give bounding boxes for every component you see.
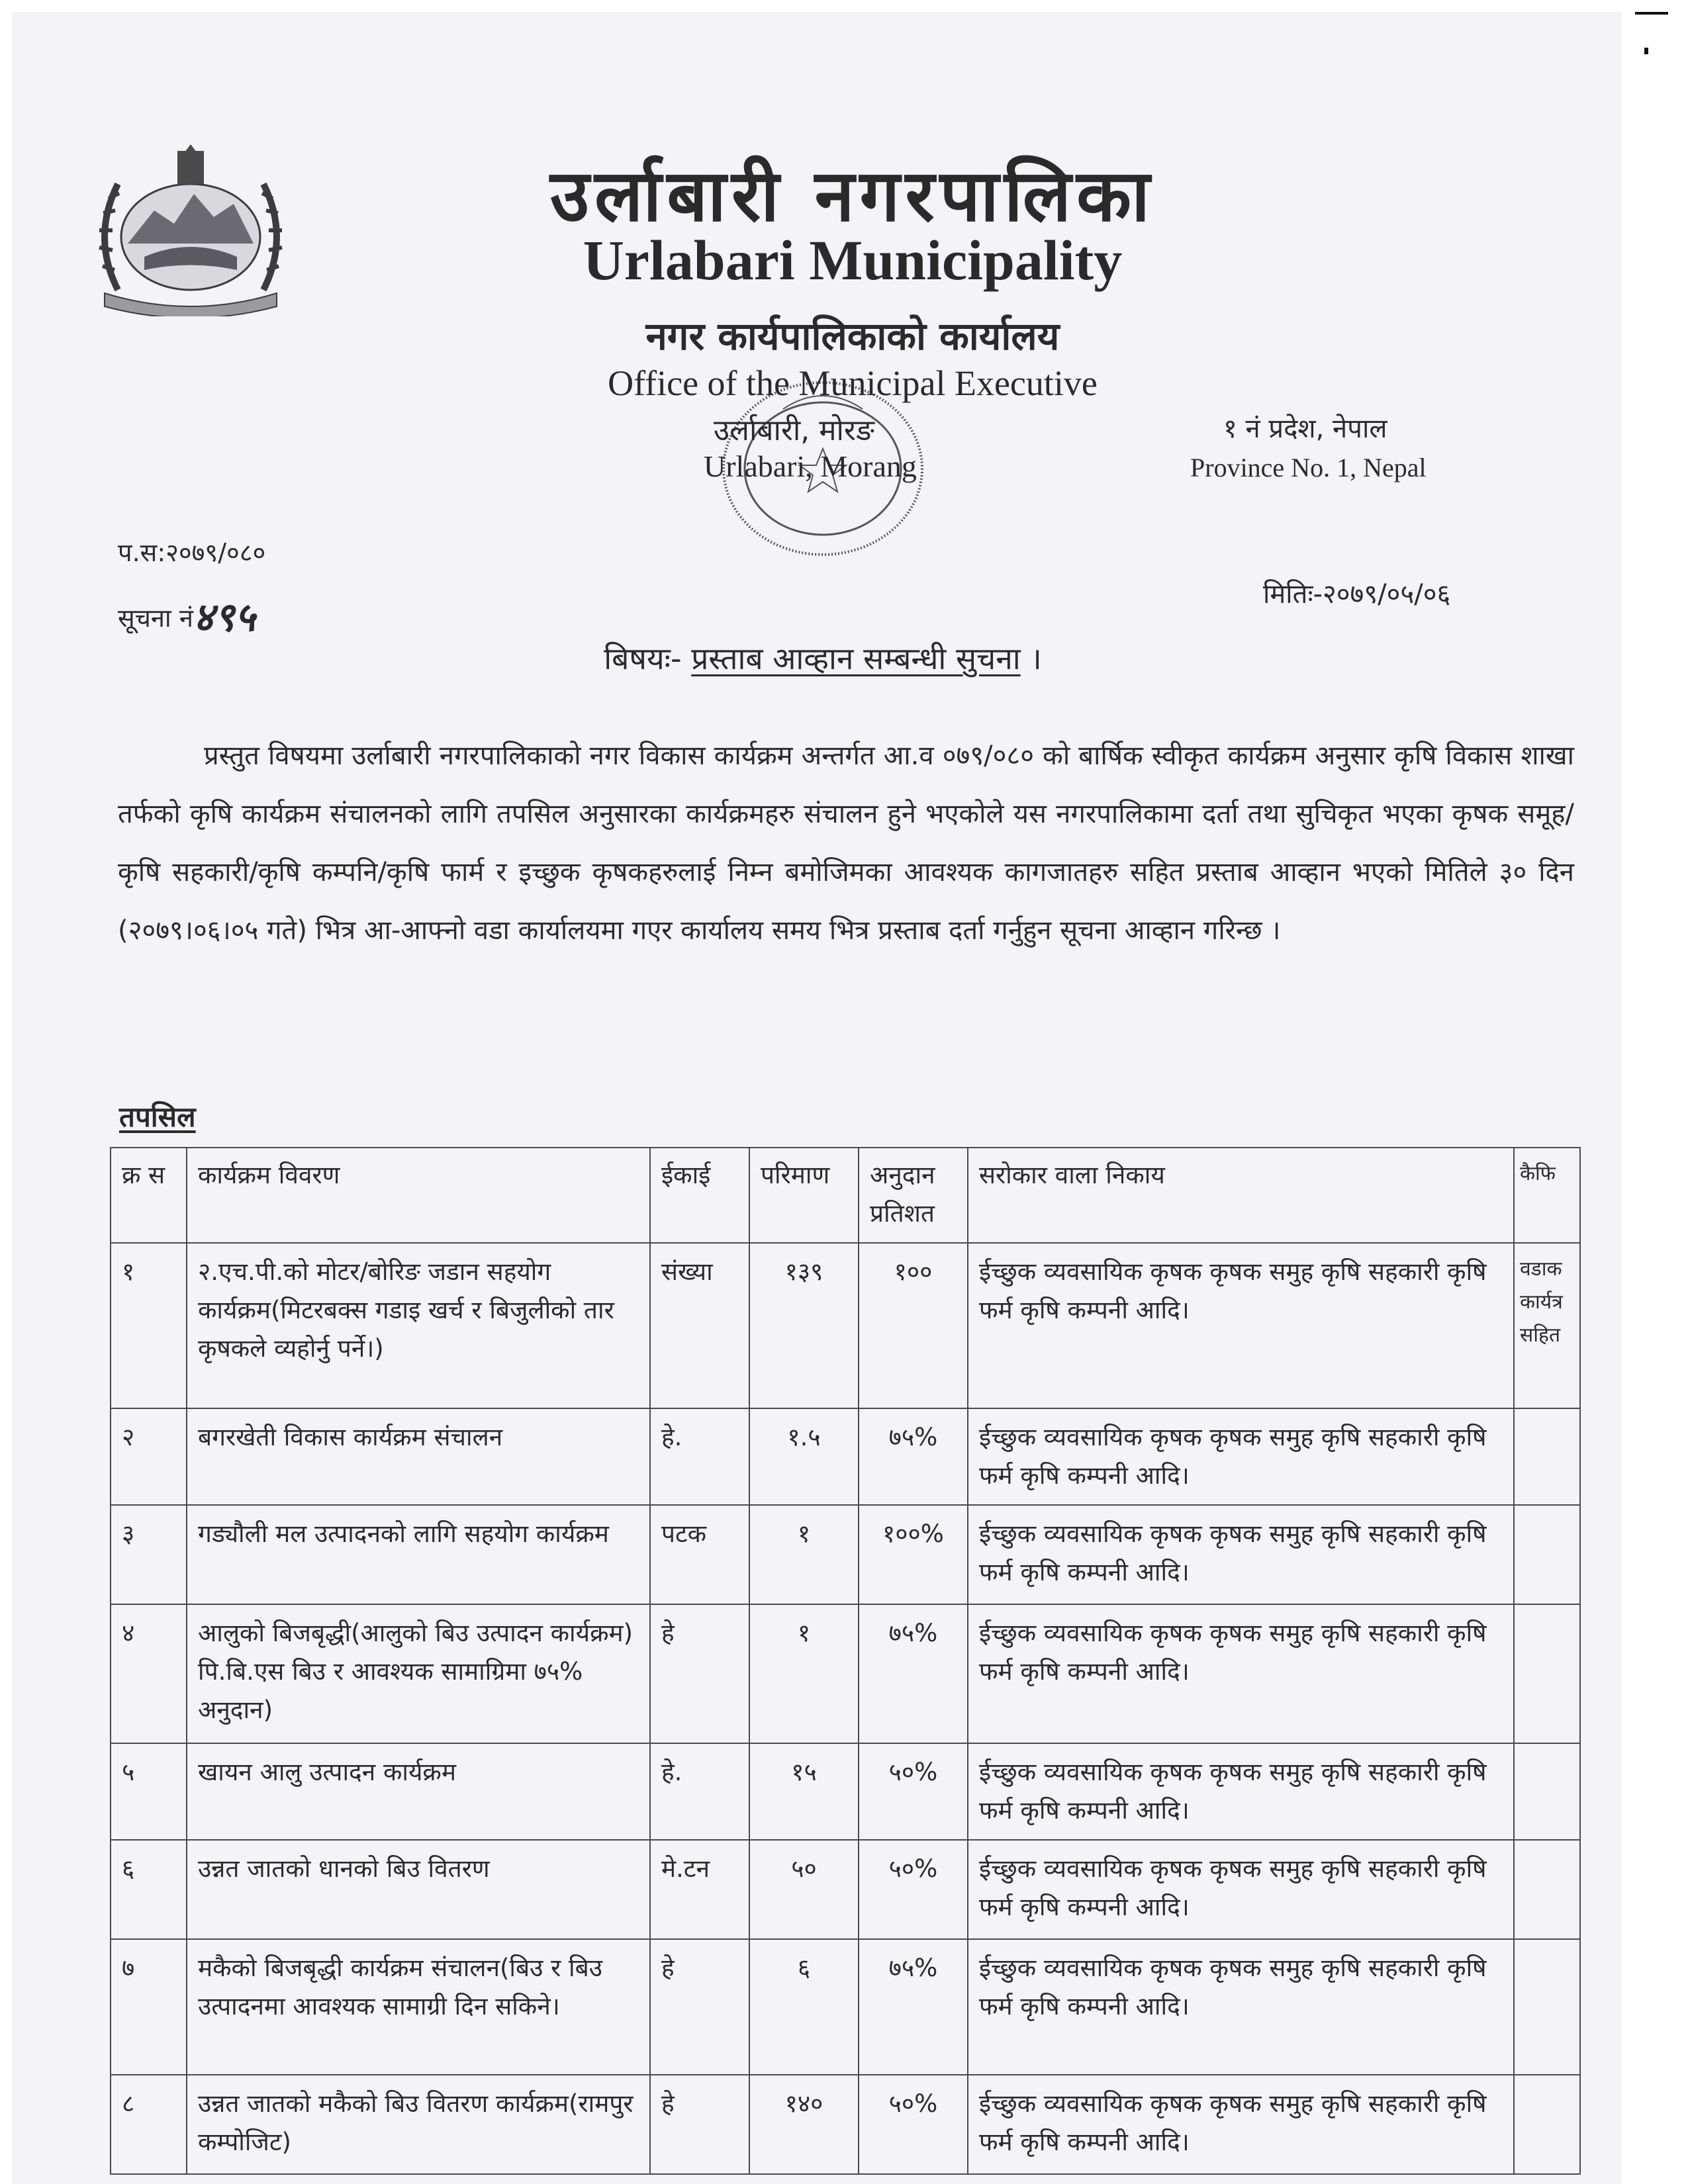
table-header-row [111, 1148, 1580, 1243]
cell-quantity: १३९ [749, 1243, 859, 1408]
col-header-stakeholder: सरोकार वाला निकाय [968, 1148, 1514, 1243]
cell-unit: हे [650, 1604, 749, 1743]
notice-number-handwritten: ४९५ [193, 594, 256, 641]
cell-remarks [1514, 1408, 1580, 1505]
cell-program: उन्नत जातको धानको बिउ वितरण [187, 1840, 650, 1939]
cell-stakeholder: ईच्छुक व्यवसायिक कृषक कृषक समुह कृषि सहकारी कृषि फर्म कृषि कम्पनी आदि। [968, 1939, 1514, 2075]
subject-line [12, 637, 1634, 678]
cell-unit: हे [650, 1939, 749, 2075]
cell-unit: संख्या [650, 1243, 749, 1408]
cell-stakeholder: ईच्छुक व्यवसायिक कृषक कृषक समुह कृषि सहकारी कृषि फर्म कृषि कम्पनी आदि। [968, 1604, 1514, 1743]
cell-subsidy: ५०% [859, 1840, 968, 1939]
cell-stakeholder: ईच्छुक व्यवसायिक कृषक कृषक समुह कृषि सहकारी कृषि फर्म कृषि कम्पनी आदि। [968, 1243, 1514, 1408]
cell-stakeholder: ईच्छुक व्यवसायिक कृषक कृषक समुह कृषि सहकारी कृषि फर्म कृषि कम्पनी आदि। [968, 1505, 1514, 1604]
scan-mark-dot [1644, 48, 1648, 54]
cell-remarks [1514, 1840, 1580, 1939]
cell-stakeholder: ईच्छुक व्यवसायिक कृषक कृषक समुह कृषि सहकारी कृषि फर्म कृषि कम्पनी आदि। [968, 1408, 1514, 1505]
cell-remarks [1514, 1604, 1580, 1743]
cell-subsidy: ७५% [859, 1408, 968, 1505]
remarks-line: सहित [1520, 1324, 1561, 1347]
cell-unit: हे. [650, 1743, 749, 1840]
col-header-remarks: कैफि [1514, 1148, 1580, 1243]
cell-sn: ७ [111, 1939, 187, 2075]
cell-remarks [1514, 1743, 1580, 1840]
province-english: Province No. 1, Nepal [1190, 453, 1427, 482]
cell-unit: हे [650, 2075, 749, 2174]
cell-program: आलुको बिजबृद्धी(आलुको बिउ उत्पादन कार्यक्रम) पि.बि.एस बिउ र आवश्यक सामाग्रिमा ७५% अनुदान) [187, 1604, 650, 1743]
cell-quantity: १४० [749, 2075, 859, 2174]
subject-end-mark: । [1030, 641, 1042, 676]
notice-label: सूचना नं [118, 604, 193, 633]
cell-unit: हे. [650, 1408, 749, 1505]
cell-sn: २ [111, 1408, 187, 1505]
office-name-english: Office of the Municipal Executive [608, 363, 1098, 403]
cell-program: मकैको बिजबृद्धी कार्यक्रम संचालन(बिउ र बिउ उत्पादनमा आवश्यक सामाग्री दिन सकिने। [187, 1939, 650, 2075]
cell-program: गड्यौली मल उत्पादनको लागि सहयोग कार्यक्रम [187, 1505, 650, 1604]
notice-body-paragraph: प्रस्तुत विषयमा उर्लाबारी नगरपालिकाको नगर विकास कार्यक्रम अन्तर्गत आ.व ०७९/०८० को बार्षिक स्वीकृत कार्यक्रम अनुसार कृषि विकास शाखा तर्फको कृषि कार्यक्रम संचालनको लागि तपसिल अनुसारका कार्यक्रमहरु संचालन हुने भएकोले यस नगरपालिकामा दर्ता तथा सुचिकृत भएका कृषक समूह/कृषि सहकारी/कृषि कम्पनि/कृषि फार्म र इच्छुक कृषकहरुलाई निम्न बमोजिमका आवश्यक कागजातहरु सहित प्रस्ताब आव्हान भएको मितिले ३० दिन (२०७९।०६।०५ गते) भित्र आ-आफ्नो वडा कार्यालयमा गएर कार्यालय समय भित्र प्रस्ताब दर्ता गर्नुहुन सूचना आव्हान गरिन्छ । [118, 741, 1574, 946]
cell-program: उन्नत जातको मकैको बिउ वितरण कार्यक्रम(रामपुर कम्पोजिट) [187, 2075, 650, 2174]
office-name-nepali: नगर कार्यपालिकाको कार्यालय [645, 314, 1060, 359]
cell-remarks [1514, 2075, 1580, 2174]
table-row [111, 1604, 1580, 1743]
cell-subsidy: ७५% [859, 1604, 968, 1743]
cell-stakeholder: ईच्छुक व्यवसायिक कृषक कृषक समुह कृषि सहकारी कृषि फर्म कृषि कम्पनी आदि। [968, 1840, 1514, 1939]
cell-remarks [1514, 1243, 1580, 1408]
subject-label: बिषयः- [604, 641, 682, 676]
col-header-sn: क्र स [111, 1148, 187, 1243]
cell-subsidy: ५०% [859, 2075, 968, 2174]
notice-number-line [118, 584, 256, 639]
cell-stakeholder: ईच्छुक व्यवसायिक कृषक कृषक समुह कृषि सहकारी कृषि फर्म कृषि कम्पनी आदि। [968, 2075, 1514, 2174]
table-row [111, 1408, 1580, 1505]
province-nepali: १ नं प्रदेश, नेपाल [1223, 414, 1387, 444]
remarks-line: वडाक [1520, 1257, 1562, 1281]
scan-edge [1622, 12, 1634, 2184]
cell-sn: ८ [111, 2075, 187, 2174]
scanned-document-page [12, 12, 1634, 2184]
cell-quantity: १ [749, 1604, 859, 1743]
cell-subsidy: ७५% [859, 1939, 968, 2075]
subject-title: प्रस्ताब आव्हान सम्बन्धी सुचना [691, 641, 1021, 676]
remarks-line: कार्यत्र [1520, 1291, 1563, 1314]
cell-remarks [1514, 1939, 1580, 2075]
table-row [111, 1743, 1580, 1840]
cell-sn: ६ [111, 1840, 187, 1939]
col-header-quantity: परिमाण [749, 1148, 859, 1243]
table-row [111, 2075, 1580, 2174]
cell-subsidy: १०० [859, 1243, 968, 1408]
table-row [111, 1505, 1580, 1604]
cell-sn: ४ [111, 1604, 187, 1743]
cell-subsidy: १००% [859, 1505, 968, 1604]
cell-program: २.एच.पी.को मोटर/बोरिङ जडान सहयोग कार्यक्रम(मिटरबक्स गडाइ खर्च र बिजुलीको तार कृषकले व्यहोर्नु पर्ने।) [187, 1243, 650, 1408]
cell-stakeholder: ईच्छुक व्यवसायिक कृषक कृषक समुह कृषि सहकारी कृषि फर्म कृषि कम्पनी आदि। [968, 1743, 1514, 1840]
location-nepali: उर्लाबारी, मोरङ [714, 414, 874, 447]
reference-number: प.स:२०७९/०८० [118, 538, 266, 567]
cell-quantity: ६ [749, 1939, 859, 2075]
scan-mark [1635, 12, 1668, 15]
location-english: Urlabari, Morang [704, 449, 917, 483]
cell-quantity: १५ [749, 1743, 859, 1840]
col-header-unit: ईकाई [650, 1148, 749, 1243]
municipality-name-english: Urlabari Municipality [583, 228, 1123, 292]
cell-program: खायन आलु उत्पादन कार्यक्रम [187, 1743, 650, 1840]
tapsil-heading: तपसिल [119, 1101, 196, 1133]
cell-remarks [1514, 1505, 1580, 1604]
municipality-name-nepali: उर्लाबारी नगरपालिका [549, 155, 1156, 238]
cell-program: बगरखेती विकास कार्यक्रम संचालन [187, 1408, 650, 1505]
cell-sn: ५ [111, 1743, 187, 1840]
cell-quantity: १ [749, 1505, 859, 1604]
cell-sn: ३ [111, 1505, 187, 1604]
cell-quantity: ५० [749, 1840, 859, 1939]
cell-sn: १ [111, 1243, 187, 1408]
table-row [111, 1243, 1580, 1408]
cell-unit: मे.टन [650, 1840, 749, 1939]
cell-unit: पटक [650, 1505, 749, 1604]
table-row [111, 1840, 1580, 1939]
program-table [110, 1147, 1581, 2175]
table-body [111, 1243, 1580, 2174]
table-row [111, 1939, 1580, 2075]
col-header-subsidy: अनुदान प्रतिशत [859, 1148, 968, 1243]
cell-quantity: १.५ [749, 1408, 859, 1505]
cell-subsidy: ५०% [859, 1743, 968, 1840]
notice-date: मितिः-२०७९/०५/०६ [1263, 579, 1451, 610]
col-header-program: कार्यक्रम विवरण [187, 1148, 650, 1243]
